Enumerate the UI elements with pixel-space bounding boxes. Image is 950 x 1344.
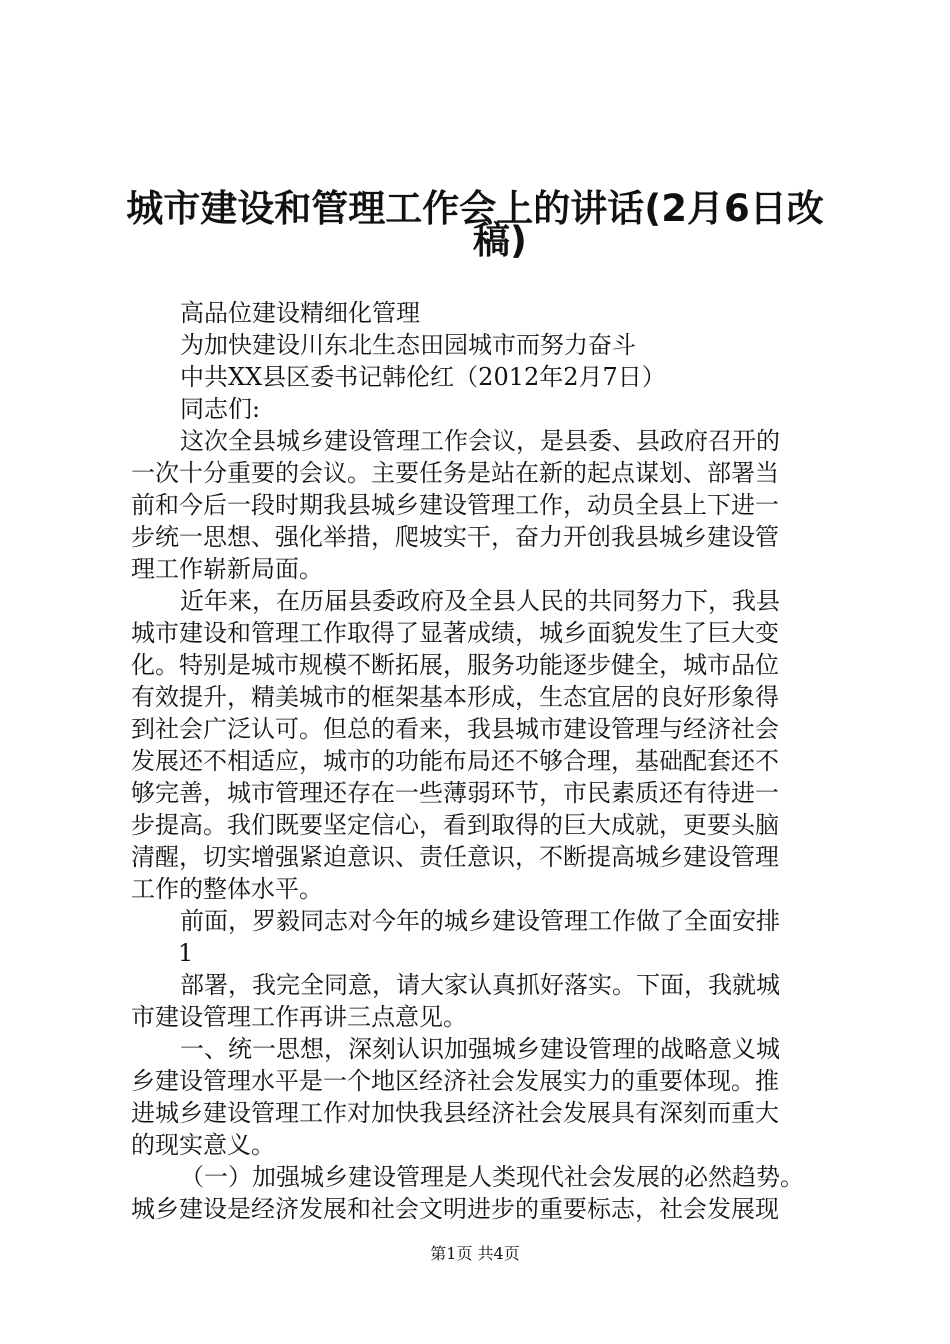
paragraph-line: 到社会广泛认可。但总的看来，我县城市建设管理与经济社会 [131,715,779,743]
section-heading-line: 一、统一思想，深刻认识加强城乡建设管理的战略意义城 [180,1035,780,1063]
paragraph-line: 步提高。我们既要坚定信心，看到取得的巨大成就，更要头脑 [131,811,779,839]
paragraph-line: 城乡建设是经济发展和社会文明进步的重要标志，社会发展现 [131,1195,779,1223]
paragraph-line: 部署，我完全同意，请大家认真抓好落实。下面，我就城 [180,971,780,999]
paragraph-line: 步统一思想、强化举措，爬坡实干，奋力开创我县城乡建设管 [131,523,779,551]
paragraph-line: 的现实意义。 [131,1131,275,1159]
salutation: 同志们: [180,395,261,423]
page-break-number: 1 [178,939,194,967]
paragraph-line: 够完善，城市管理还存在一些薄弱环节，市民素质还有待进一 [131,779,779,807]
paragraph-line: 进城乡建设管理工作对加快我县经济社会发展具有深刻而重大 [131,1099,779,1127]
paragraph-line: 市建设管理工作再讲三点意见。 [131,1003,467,1031]
paragraph-line: 前和今后一段时期我县城乡建设管理工作，动员全县上下进一 [131,491,779,519]
paragraph-line: 发展还不相适应，城市的功能布局还不够合理，基础配套还不 [131,747,779,775]
paragraph-line: 工作的整体水平。 [131,875,323,903]
paragraph-line: 有效提升，精美城市的框架基本形成，生态宜居的良好形象得 [131,683,779,711]
paragraph-line: 一次十分重要的会议。主要任务是站在新的起点谋划、部署当 [131,459,779,487]
document-title-line-1: 城市建设和管理工作会上的讲话(2月6日改 [126,187,824,230]
subtitle-line-2: 为加快建设川东北生态田园城市而努力奋斗 [180,331,636,359]
subtitle-line-1: 高品位建设精细化管理 [180,299,420,327]
subsection-line: （一）加强城乡建设管理是人类现代社会发展的必然趋势。 [180,1163,804,1191]
page-footer: 第1页 共4页 [430,1244,520,1263]
document-title-line-2: 稿) [473,219,527,262]
paragraph-line: 近年来，在历届县委政府及全县人民的共同努力下，我县 [180,587,780,615]
paragraph-line: 乡建设管理水平是一个地区经济社会发展实力的重要体现。推 [131,1067,779,1095]
paragraph-line: 前面，罗毅同志对今年的城乡建设管理工作做了全面安排 [180,907,780,935]
paragraph-line: 城市建设和管理工作取得了显著成绩，城乡面貌发生了巨大变 [131,619,779,647]
paragraph-line: 理工作崭新局面。 [131,555,323,583]
paragraph-line: 这次全县城乡建设管理工作会议，是县委、县政府召开的 [180,427,780,455]
paragraph-line: 化。特别是城市规模不断拓展，服务功能逐步健全，城市品位 [131,651,779,679]
paragraph-line: 清醒，切实增强紧迫意识、责任意识，不断提高城乡建设管理 [131,843,779,871]
author-date-line: 中共XX县区委书记韩伦红（2012年2月7日） [180,363,666,391]
